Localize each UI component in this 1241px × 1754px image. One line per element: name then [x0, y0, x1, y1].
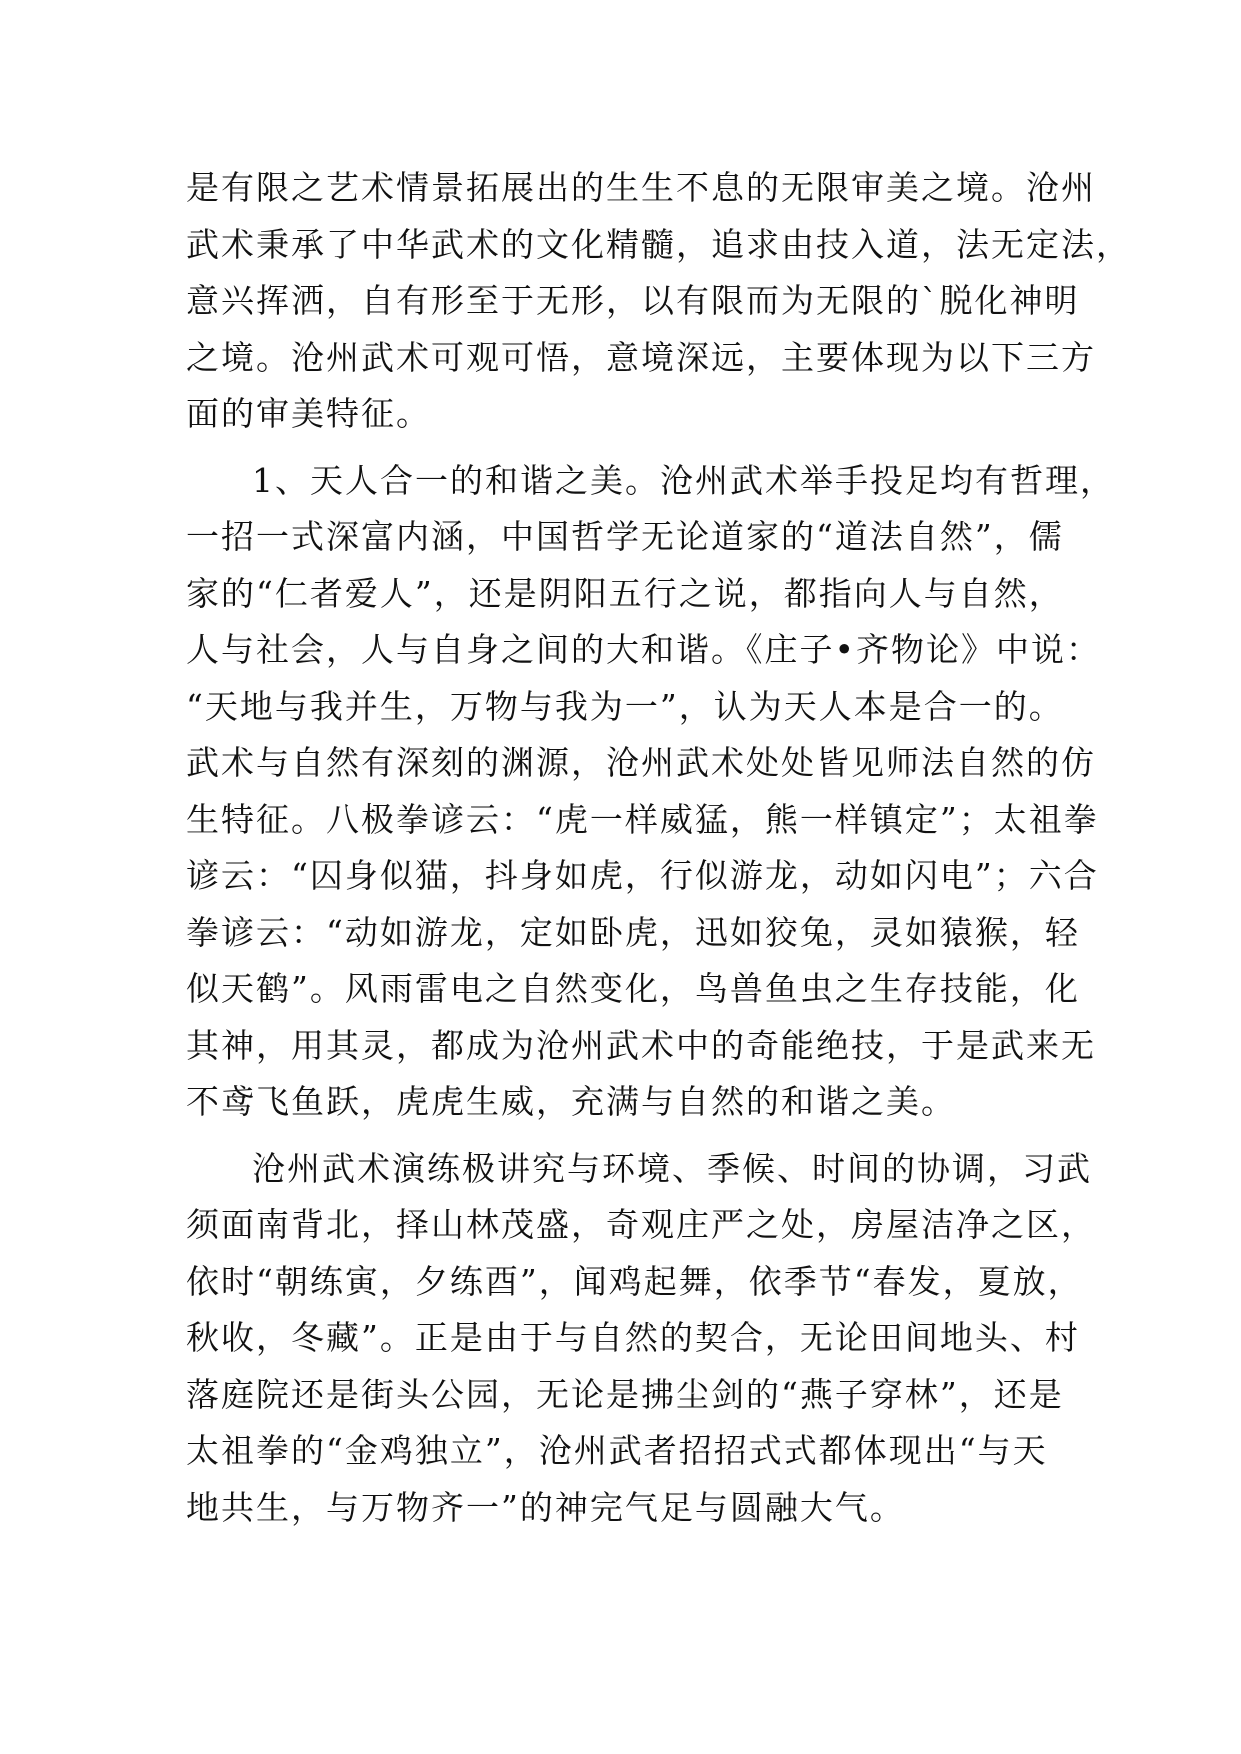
- text-line: 生特征。八极拳谚云：“虎一样威猛，熊一样镇定”；太祖拳: [186, 799, 1099, 839]
- text-line: 一招一式深富内涵，中国哲学无论道家的“道法自然”，儒: [186, 517, 1064, 556]
- paragraph-spacing: [186, 1131, 1086, 1141]
- text-line: 是有限之艺术情景拓展出的生生不息的无限审美之境。沧州: [186, 168, 1096, 207]
- text-line: 似天鹤”。风雨雷电之自然变化，鸟兽鱼虫之生存技能，化: [186, 969, 1080, 1008]
- body-text: [186, 160, 1131, 1536]
- text-line: 武术与自然有深刻的渊源，沧州武术处处皆见师法自然的仿: [186, 743, 1096, 782]
- text-line: 之境。沧州武术可观可悟，意境深远，主要体现为以下三方: [186, 337, 1096, 377]
- text-line: 其神，用其灵，都成为沧州武术中的奇能绝技，于是武来无: [186, 1025, 1096, 1065]
- paragraph-spacing: [186, 443, 1086, 453]
- text-line: 谚云：“囚身似猫，抖身如虎，行似游龙，动如闪电”；六合: [186, 856, 1099, 895]
- text-line: 意兴挥洒，自有形至于无形，以有限而为无限的`脱化神明: [186, 281, 1080, 320]
- text-line: 落庭院还是街头公园，无论是拂尘剑的“燕子穿林”，还是: [186, 1374, 1064, 1414]
- paragraph-3: [186, 1141, 1096, 1537]
- text-line: 家的“仁者爱人”，还是阴阳五行之说，都指向人与自然，: [186, 573, 1064, 613]
- text-line: 地共生，与万物齐一”的神完气足与圆融大气。: [186, 1487, 905, 1527]
- text-line: 人与社会，人与自身之间的大和谐。《庄子•齐物论》中说：: [186, 630, 1101, 669]
- text-line: 太祖拳的“金鸡独立”，沧州武者招招式式都体现出“与天: [186, 1431, 1048, 1470]
- text-line: 依时“朝练寅，夕练酉”，闻鸡起舞，依季节“春发，夏放，: [186, 1261, 1083, 1301]
- paragraph-2: [186, 453, 1115, 1131]
- text-line: 沧州武术演练极讲究与环境、季候、时间的协调，习武: [252, 1148, 1092, 1188]
- text-line: 须面南背北，择山林茂盛，奇观庄严之处，房屋洁净之区，: [186, 1205, 1096, 1244]
- text-line: 武术秉承了中华武术的文化精髓，追求由技入道，法无定法，: [186, 224, 1131, 264]
- text-line: 1、天人合一的和谐之美。沧州武术举手投足均有哲理，: [252, 460, 1115, 500]
- text-line: 不鸢飞鱼跃，虎虎生威，充满与自然的和谐之美。: [186, 1082, 956, 1121]
- text-line: 秋收，冬藏”。正是由于与自然的契合，无论田间地头、村: [186, 1318, 1080, 1357]
- text-line: 拳谚云：“动如游龙，定如卧虎，迅如狡兔，灵如猿猴，轻: [186, 912, 1080, 952]
- paragraph-1: [186, 160, 1131, 443]
- text-line: 面的审美特征。: [186, 394, 431, 433]
- text-line: “天地与我并生，万物与我为一”，认为天人本是合一的。: [186, 686, 1064, 726]
